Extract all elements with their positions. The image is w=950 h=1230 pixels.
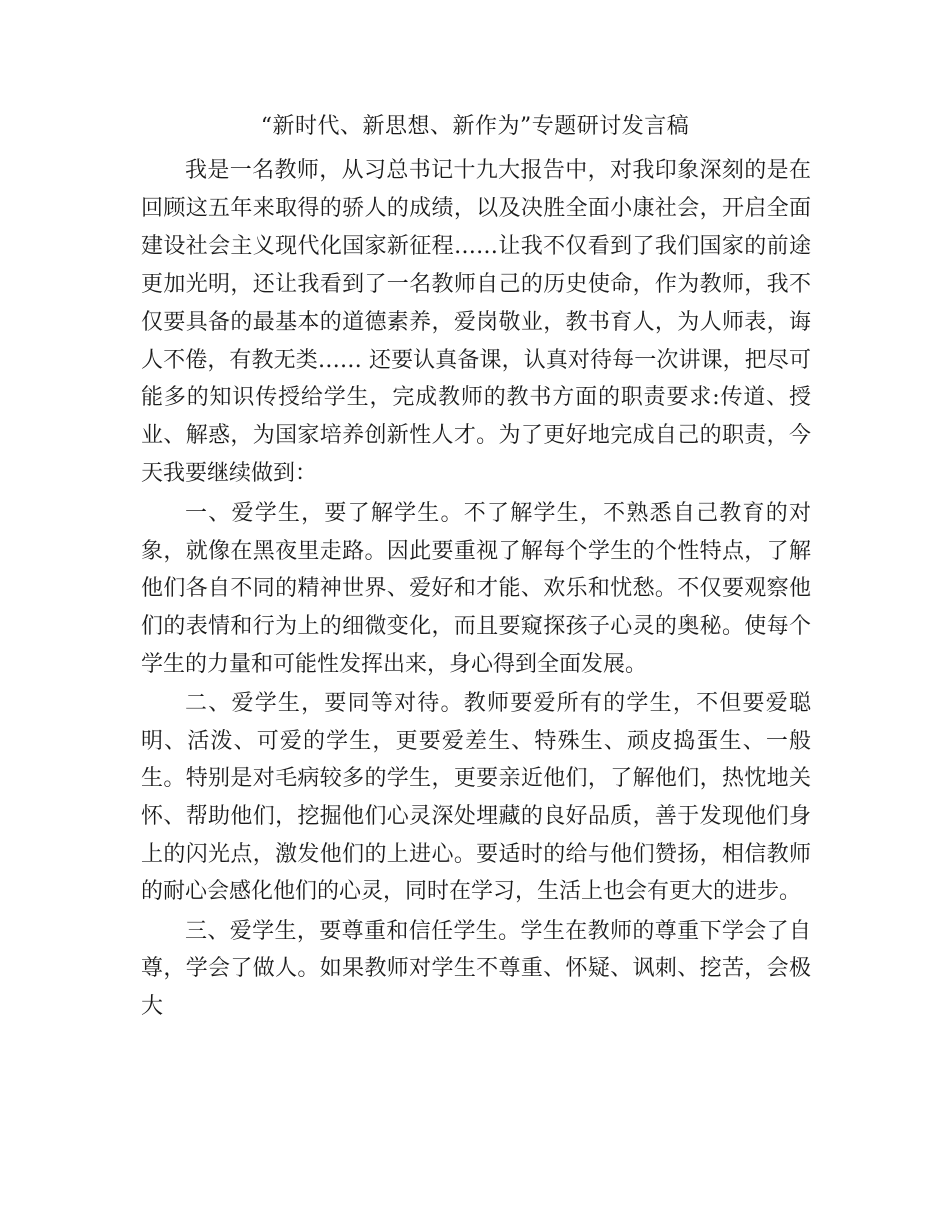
document-body	[141, 152, 811, 1025]
paragraph-intro: 我是一名教师，从习总书记十九大报告中，对我印象深刻的是在回顾这五年来取得的骄人的成绩，以及决胜全面小康社会，开启全面建设社会主义现代化国家新征程……让我不仅看到了我们国家的前途更加光明，还让我看到了一名教师自己的历史使命，作为教师，我不仅要具备的最基本的道德素养，爱岗敬业，教书育人，为人师表，诲人不倦，有教无类…… 还要认真备课，认真对待每一次讲课，把尽可能多的知识传授给学生，完成教师的教书方面的职责要求:传道、授业、解惑，为国家培养创新性人才。为了更好地完成自己的职责，今天我要继续做到：	[141, 158, 811, 487]
paragraph-point-three: 三、爱学生，要尊重和信任学生。学生在教师的尊重下学会了自尊，学会了做人。如果教师对学生不尊重、怀疑、讽刺、挖苦，会极大	[141, 918, 811, 1019]
document-title: “新时代、新思想、新作为”专题研讨发言稿	[260, 114, 690, 139]
paragraph-point-one: 一、爱学生，要了解学生。不了解学生，不熟悉自己教育的对象，就像在黑夜里走路。因此要重视了解每个学生的个性特点，了解他们各自不同的精神世界、爱好和才能、欢乐和忧愁。不仅要观察他们的表情和行为上的细微变化，而且要窥探孩子心灵的奥秘。使每个学生的力量和可能性发挥出来，身心得到全面发展。	[141, 501, 811, 677]
paragraph-point-two: 二、爱学生，要同等对待。教师要爱所有的学生，不但要爱聪明、活泼、可爱的学生，更要爱差生、特殊生、顽皮捣蛋生、一般生。特别是对毛病较多的学生，更要亲近他们，了解他们，热忱地关怀、帮助他们，挖掘他们心灵深处埋藏的良好品质，善于发现他们身上的闪光点，激发他们的上进心。要适时的给与他们赞扬，相信教师的耐心会感化他们的心灵，同时在学习，生活上也会有更大的进步。	[141, 691, 811, 905]
